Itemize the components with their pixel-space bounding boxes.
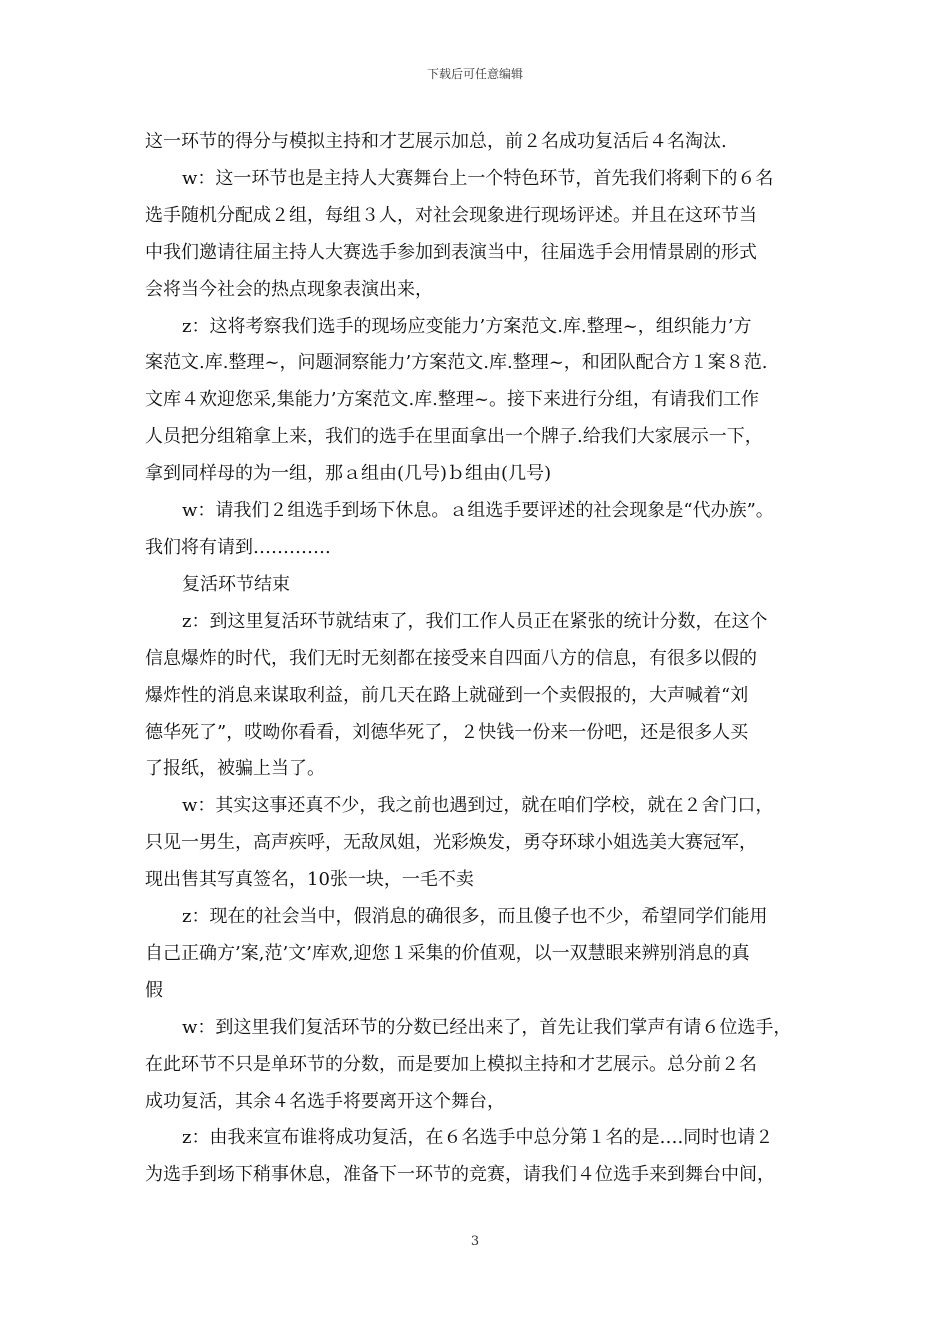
paragraph-1 bbox=[145, 124, 810, 161]
text-line: 了报纸，被骗上当了。 bbox=[145, 758, 325, 780]
text-line: 德华死了”，哎呦你看看，刘德华死了，２快钱一份来一份吧，还是很多人买 bbox=[145, 721, 749, 743]
paragraph-4 bbox=[145, 493, 810, 567]
text-line: w：其实这事还真不少，我之前也遇到过，就在咱们学校，就在２舍门口， bbox=[182, 795, 774, 817]
document-body bbox=[145, 124, 810, 1194]
text-line: 信息爆炸的时代，我们无时无刻都在接受来自四面八方的信息，有很多以假的 bbox=[145, 647, 757, 669]
text-line: 这一环节的得分与模拟主持和才艺展示加总，前２名成功复活后４名淘汰. bbox=[145, 131, 727, 152]
text-line: 只见一男生，高声疾呼，无敌凤姐，光彩焕发，勇夺环球小姐选美大赛冠军， bbox=[145, 832, 757, 854]
text-line: w：请我们２组选手到场下休息。ａ组选手要评述的社会现象是“代办族”。 bbox=[182, 500, 774, 522]
text-line: 在此环节不只是单环节的分数，而是要加上模拟主持和才艺展示。总分前２名 bbox=[145, 1053, 757, 1075]
text-line: 人员把分组箱拿上来，我们的选手在里面拿出一个牌子.给我们大家展示一下， bbox=[145, 426, 763, 448]
text-line: 我们将有请到…………. bbox=[145, 536, 331, 558]
text-line: z：这将考察我们选手的现场应变能力’方案范文.库.整理~，组织能力’方 bbox=[182, 315, 752, 337]
text-line: 会将当今社会的热点现象表演出来， bbox=[145, 278, 433, 300]
text-line: z：现在的社会当中，假消息的确很多，而且傻子也不少，希望同学们能用 bbox=[182, 906, 768, 928]
paragraph-3 bbox=[145, 309, 810, 494]
text-line: 选手随机分配成２组，每组３人，对社会现象进行现场评述。并且在这环节当 bbox=[145, 204, 757, 226]
text-line: 中我们邀请往届主持人大赛选手参加到表演当中，往届选手会用情景剧的形式 bbox=[145, 241, 757, 263]
paragraph-6 bbox=[145, 604, 810, 789]
paragraph-10 bbox=[145, 1120, 810, 1194]
paragraph-7 bbox=[145, 788, 810, 899]
paragraph-8 bbox=[145, 899, 810, 1010]
text-line: 爆炸性的消息来谋取利益，前几天在路上就碰到一个卖假报的，大声喊着“刘 bbox=[145, 684, 749, 706]
text-line: w：到这里我们复活环节的分数已经出来了，首先让我们掌声有请６位选手， bbox=[182, 1016, 792, 1038]
text-line: 文库４欢迎您采,集能力’方案范文.库.整理~。接下来进行分组，有请我们工作 bbox=[145, 389, 759, 411]
text-line: 拿到同样母的为一组，那ａ组由(几号)ｂ组由(几号) bbox=[145, 463, 552, 485]
text-line: 成功复活，其余４名选手将要离开这个舞台， bbox=[145, 1090, 505, 1112]
paragraph-2 bbox=[145, 161, 810, 309]
text-line: 自己正确方’案,范’文’库欢,迎您１采集的价值观，以一双慧眼来辨别消息的真 bbox=[145, 942, 750, 964]
text-line: 为选手到场下稍事休息，准备下一环节的竞赛，请我们４位选手来到舞台中间， bbox=[145, 1164, 775, 1186]
text-line: 案范文.库.整理~，问题洞察能力’方案范文.库.整理~，和团队配合方１案８范. bbox=[145, 352, 768, 374]
text-line: w：这一环节也是主持人大赛舞台上一个特色环节，首先我们将剩下的６名 bbox=[182, 167, 774, 189]
text-line: z：由我来宣布谁将成功复活，在６名选手中总分第１名的是….同时也请２ bbox=[182, 1127, 774, 1149]
text-line: 假 bbox=[145, 979, 163, 1001]
text-line: 现出售其写真签名，10张一块，一毛不卖 bbox=[145, 869, 474, 891]
section-heading bbox=[145, 567, 810, 604]
text-line: 复活环节结束 bbox=[182, 573, 290, 595]
page-header-note: 下载后可任意编辑 bbox=[426, 67, 523, 81]
text-line: z：到这里复活环节就结束了，我们工作人员正在紧张的统计分数，在这个 bbox=[182, 610, 768, 632]
paragraph-9 bbox=[145, 1010, 810, 1121]
page-number: 3 bbox=[470, 1234, 480, 1249]
